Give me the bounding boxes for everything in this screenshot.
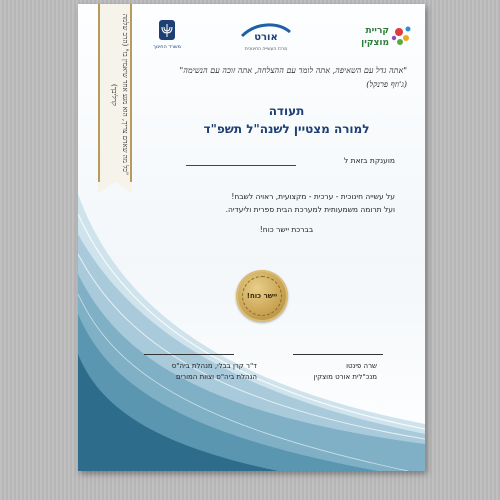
- award-line: מוענקת בזאת ל: [344, 156, 395, 165]
- blessing: בברכת יישר כוח!: [259, 225, 314, 234]
- certificate-subtitle: למורה מצטיין לשנה"ל תשפ"ד: [203, 122, 370, 136]
- signatory-right-name: שרה פינטו: [346, 362, 377, 370]
- ort-logo-name: אורט: [254, 32, 278, 43]
- recipient-name-line: [186, 165, 296, 166]
- ribbon-tip: [98, 182, 132, 194]
- signatory-right-role: מנכ"לית אורט מוצקין: [313, 373, 377, 381]
- body-line-2: ועל תרומה משמעותית למערכת הבית ספרית וליעדיה.: [225, 205, 395, 214]
- kiryat-motzkin-logo: [345, 18, 415, 58]
- ort-logo-caption: מרכז העשייה החינוכית: [244, 47, 288, 52]
- ministry-of-education-emblem: [152, 18, 182, 54]
- ministry-logo-caption: משרד החינוך: [153, 44, 181, 50]
- kiryat-logo-line1: קריית: [365, 26, 389, 36]
- seal-inner-ring: [242, 276, 282, 316]
- signatory-left-name: ד"ר קרן בבלי, מנהלת ביה"ס: [171, 362, 257, 370]
- body-line-1: על עשייה חינוכית - ערכית - מקצועית, ראויה לשבח!: [231, 192, 395, 201]
- motto: [167, 64, 407, 92]
- signatory-left-role: הנהלת ביה"ס וצוות המורים: [175, 373, 257, 381]
- signature-line-left: [144, 354, 234, 355]
- motto-line-1: "אתה גדל עם השאיפה, אתה לומד עם ההצלחה, אתה זוכה עם הנשימה": [179, 66, 407, 75]
- ort-logo: [236, 18, 296, 58]
- ribbon-quote: "כל מה שאדם צריך, הוא מגע אחד שיאמין בו" (הרב שלמה קרליבך): [110, 13, 129, 176]
- seal-text: יישר כוח!: [246, 292, 278, 300]
- kiryat-logo-line2: מוצקין: [361, 38, 389, 48]
- gold-seal: [236, 270, 288, 322]
- certificate-title: תעודה: [268, 104, 305, 118]
- motto-line-2: (ג'וזף פרנקל): [366, 80, 407, 89]
- certificate-paper: [78, 4, 425, 471]
- signature-line-right: [293, 354, 383, 355]
